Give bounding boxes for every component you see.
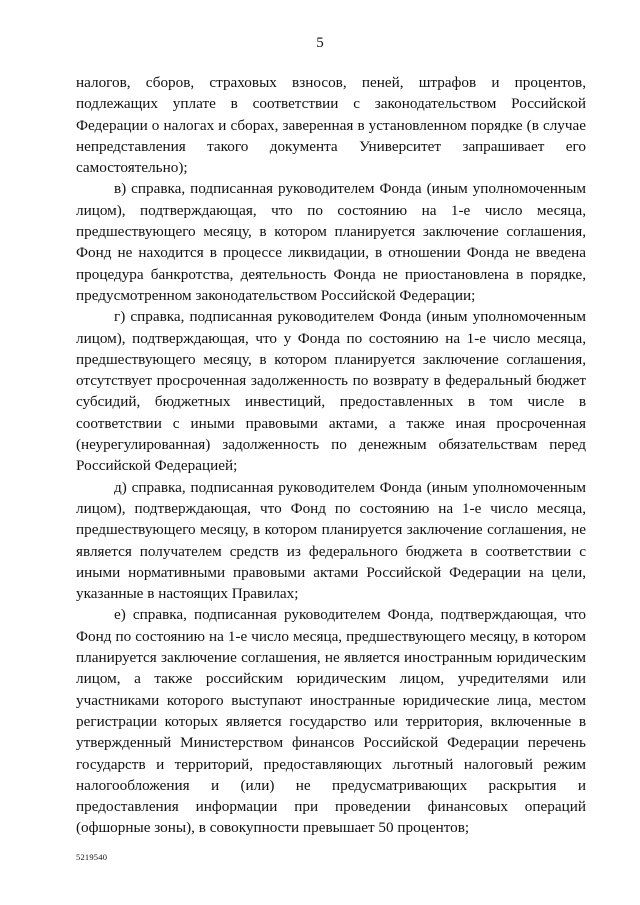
paragraph-item-v: в) справка, подписанная руководителем Фонда (иным уполномоченным лицом), подтверждающая, что по состоянию на 1-е число месяца, предшествующего месяцу, в котором планируется заключение соглашения, Фонд не находится в процессе ликвидации, в отношении Фонда не введена процедура банкротства, деятельность Фонда не приостановлена в порядке, предусмотренном законодательством Российской Федерации; [76, 180, 586, 304]
document-body [76, 72, 586, 839]
paragraph-continuation: налогов, сборов, страховых взносов, пеней, штрафов и процентов, подлежащих уплате в соответствии с законодательством Российской Федерации о налогах и сборах, заверенная в установленном порядке (в случае непредставления такого документа Университет запрашивает его самостоятельно); [76, 74, 586, 177]
document-code: 5219540 [76, 852, 108, 862]
paragraph-item-d: д) справка, подписанная руководителем Фонда (иным уполномоченным лицом), подтверждающая, что Фонд по состоянию на 1-е число месяца, предшествующего месяцу, в котором планируется заключение соглашения, не является получателем средств из федерального бюджета в соответствии с иными нормативными правовыми актами Российской Федерации на цели, указанные в настоящих Правилах; [76, 478, 586, 603]
paragraph-item-g: г) справка, подписанная руководителем Фонда (иным уполномоченным лицом), подтверждающая, что у Фонда по состоянию на 1-е число месяца, предшествующего месяцу, в котором планируется заключение соглашения, отсутствует просроченная задолженность по возврату в федеральный бюджет субсидий, бюджетных инвестиций, предоставленных в том числе в соответствии с иными правовыми актами, а также иная просроченная (неурегулированная) задолженность по денежным обязательствам перед Российской Федерацией; [76, 308, 586, 475]
paragraph-item-e: е) справка, подписанная руководителем Фонда, подтверждающая, что Фонд по состоянию на 1-е число месяца, предшествующего месяцу, в котором планируется заключение соглашения, не является иностранным юридическим лицом, а также российским юридическим лицом, учредителями или участниками которого выступают иностранные юридические лица, местом регистрации которых является государство или территория, включенные в утвержденный Министерством финансов Российской Федерации перечень государств и территорий, предоставляющих льготный налоговый режим налогообложения и (или) не предусматривающих раскрытия и предоставления информации при проведении финансовых операций (офшорные зоны), в совокупности превышает 50 процентов; [76, 606, 586, 837]
page-number: 5 [316, 35, 324, 51]
